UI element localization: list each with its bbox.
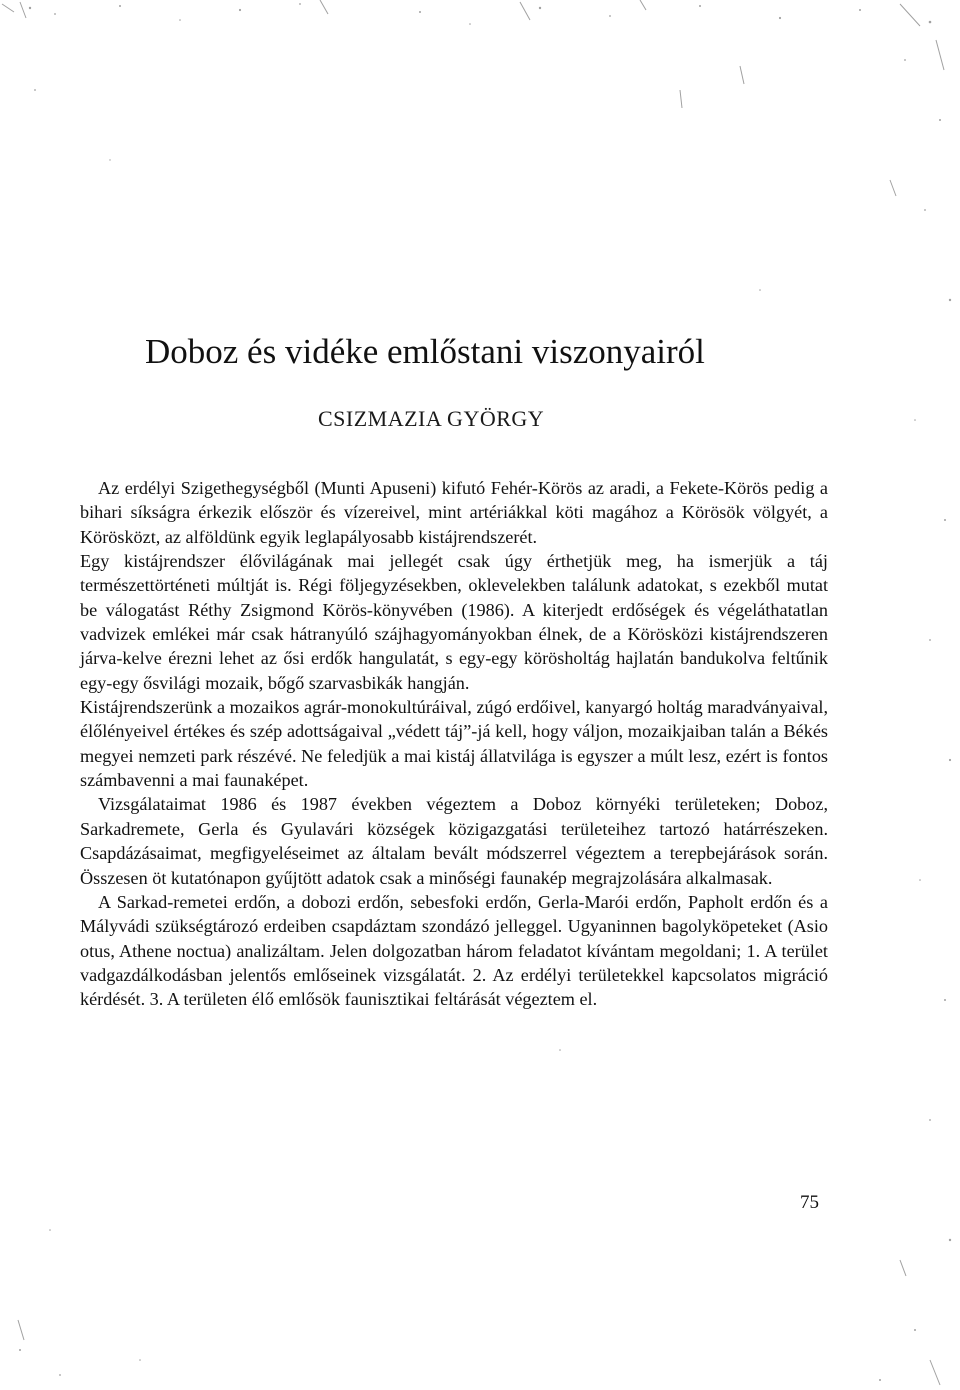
article-body xyxy=(80,476,828,1012)
page-number: 75 xyxy=(800,1192,819,1213)
paragraph-5: A Sarkad-remetei erdőn, a dobozi erdőn, sebesfoki erdőn, Gerla-Marói erdőn, Papholt erdőn és a Mályvádi szükségtározó erdeiben csapdáztam szondázó jelleggel. Ugyaninnen bagolyköpeteket (Asio otus, Athene noctua) analizáltam. Jelen dolgozatban három feladatot kívántam megoldani; 1. A terület vadgazdálkodásban jelentős emlőseinek vizsgálatát. 2. Az erdélyi területekkel kapcsolatos migráció kérdését. 3. A területen élő emlősök faunisztikai feltárását végeztem el. xyxy=(80,891,828,1010)
paragraph-3: Kistájrendszerünk a mozaikos agrár-monokultúráival, zúgó erdőivel, kanyargó holtág maradványaival, élőlényeivel értékes és szép adottságaival „védett táj”-já kell, hogy váljon, mozaikjaiban talán a Békés megyei nemzeti park részévé. Ne feledjük a mai kistáj állatvilága is egyszer a múlt lesz, ezért is fontos számbavenni a mai faunaképet. xyxy=(80,697,828,791)
paragraph-1: Az erdélyi Szigethegységből (Munti Apuseni) kifutó Fehér-Körös az aradi, a Fekete-Körös pedig a bihari síkságra érkezik először és vízereivel, mint artériákkal köti magához a Körösök völgyét, a Körösközt, az alföldünk egyik leglapályosabb kistájrendszerét. xyxy=(80,478,828,547)
paragraph-4: Vizsgálataimat 1986 és 1987 években végeztem a Doboz környéki területeken; Doboz, Sarkadremete, Gerla és Gyulavári községek közigazgatási területeihez tartozó határrészeken. Csapdázásaimat, megfigyeléseimet az általam bevált módszerrel végeztem a terepbejárások során. Összesen öt kutatónapon gyűjtött adatok csak a minőségi faunakép megrajzolására alkalmasak. xyxy=(80,794,828,888)
article-author: CSIZMAZIA GYÖRGY xyxy=(318,406,545,431)
paragraph-2: Egy kistájrendszer élővilágának mai jellegét csak úgy érthetjük meg, ha ismerjük a táj természettörténeti múltját is. Régi följegyzésekben, oklevelekben találunk adatokat, s ezekből mutat be válogatást Réthy Zsigmond Körös-könyvében (1986). A kiterjedt erdőségek és végeláthatatlan vadvizek emlékei már csak hátranyúló szájhagyományokban élnek, de a Körösközi kistájrendszeren járva-kelve érezni lehet az ősi erdők hangulatát, s egy-egy körösholtág hajlatán bandukolva feltűnik egy-egy ősvilági mozaik, bőgő szarvasbikák hangján. xyxy=(80,551,828,693)
article-title: Doboz és vidéke emlőstani viszonyairól xyxy=(145,332,705,371)
